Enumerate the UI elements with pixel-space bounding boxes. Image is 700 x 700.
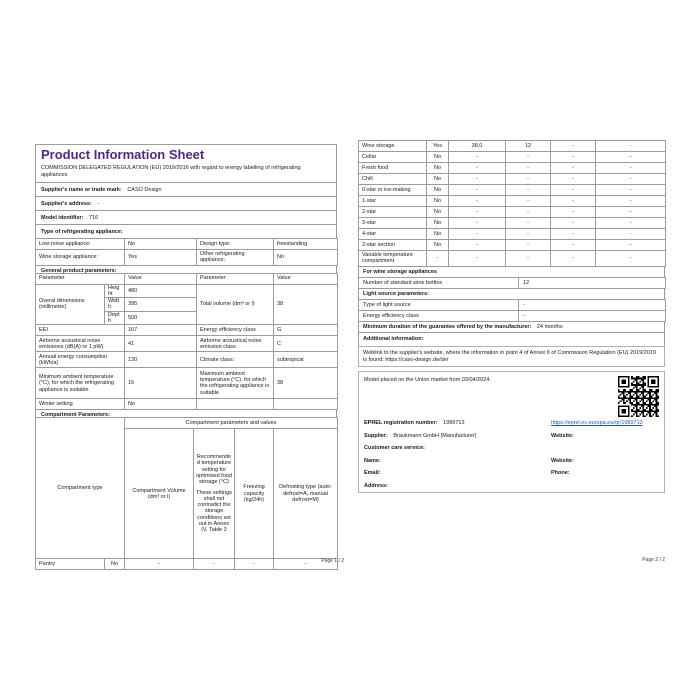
cell: - xyxy=(449,174,506,185)
cell: 12 xyxy=(519,277,666,288)
table-header-row xyxy=(36,418,338,429)
cell: 12 xyxy=(506,141,551,152)
cell: 500 xyxy=(125,311,197,325)
cell: - xyxy=(596,240,666,251)
cell: No xyxy=(427,152,449,163)
cell: - xyxy=(235,559,274,570)
table-row xyxy=(36,284,338,298)
span-header-cell: Compartment parameters and values xyxy=(125,418,338,429)
page2-footer: Page 2 / 2 xyxy=(642,557,665,563)
cell: C xyxy=(274,336,338,352)
type-section-header xyxy=(35,224,337,239)
cell: - xyxy=(551,251,596,267)
cell: 0-star or ice-making xyxy=(359,185,427,196)
cell: - xyxy=(506,240,551,251)
cell: No xyxy=(427,240,449,251)
cell: No xyxy=(105,559,125,570)
cell: - xyxy=(551,185,596,196)
cell: - xyxy=(506,185,551,196)
cell xyxy=(274,399,338,410)
table-row xyxy=(36,325,338,336)
light-source-section-header: Light source parameters: xyxy=(358,288,665,300)
defrost-header-cell: Defrosting type (auto-defrost=A, manual defrost=M) xyxy=(274,429,338,559)
supplier-address-row xyxy=(35,196,337,211)
cell: - xyxy=(506,174,551,185)
cell: - xyxy=(427,251,449,267)
cell: Value xyxy=(274,273,338,284)
cell: Airborne acoustical noise emission class xyxy=(197,336,274,352)
cell: - xyxy=(551,152,596,163)
cell: - xyxy=(596,229,666,240)
cell: G xyxy=(274,325,338,336)
cell: Winter setting xyxy=(36,399,125,410)
email-label: Email: xyxy=(364,469,381,476)
cell: - xyxy=(551,196,596,207)
table-row xyxy=(359,163,666,174)
supplier-address-value: - xyxy=(97,201,100,207)
cell: - xyxy=(596,141,666,152)
cell: No xyxy=(427,185,449,196)
cell: - xyxy=(551,229,596,240)
supplier-name-row xyxy=(35,182,337,197)
cell: - xyxy=(519,311,666,322)
cell: - xyxy=(449,240,506,251)
model-identifier-label: Model identifier: xyxy=(41,215,84,221)
cell: 38 xyxy=(274,368,338,399)
customer-care-line xyxy=(364,445,659,453)
cell: - xyxy=(596,218,666,229)
cell: - xyxy=(506,251,551,267)
model-identifier-value: 716 xyxy=(89,215,99,221)
cell: - xyxy=(596,163,666,174)
cell: Airborne acoustical noise emissions (dB(A) re 1 pW) xyxy=(36,336,125,352)
cell: No xyxy=(427,163,449,174)
general-section-header-label: General product parameters: xyxy=(41,267,117,274)
cell: - xyxy=(551,207,596,218)
compartment-type-header-cell: Compartment type xyxy=(36,418,125,559)
cell: 480 xyxy=(125,284,197,298)
website-label: Website: xyxy=(551,432,574,439)
cell: - xyxy=(449,218,506,229)
cell: Parameter xyxy=(36,273,125,284)
cell: Climate class: xyxy=(197,352,274,368)
table-row xyxy=(359,196,666,207)
supplier-address-label: Supplier's address: xyxy=(41,201,92,207)
cell: - xyxy=(596,152,666,163)
cell: - xyxy=(506,207,551,218)
cell: No xyxy=(125,239,197,250)
cell: - xyxy=(274,559,338,570)
cell: - xyxy=(449,163,506,174)
table-row xyxy=(359,218,666,229)
table-row xyxy=(359,141,666,152)
title-block xyxy=(35,144,337,183)
supplier-name-value: CASO Design xyxy=(127,187,162,193)
cell: freestanding xyxy=(274,239,338,250)
guarantee-value: 24 months xyxy=(536,324,563,331)
cell: Wine storage appliance: xyxy=(36,250,125,266)
name-label: Name: xyxy=(364,457,381,464)
freezing-header-cell: Freezing capacity (kg/24h) xyxy=(235,429,274,559)
table-row xyxy=(36,239,338,250)
table-row xyxy=(36,352,338,368)
address-line xyxy=(364,483,659,491)
wine-storage-section-header: For wine storage appliances xyxy=(358,266,665,278)
cell: Yes xyxy=(427,141,449,152)
cell xyxy=(197,399,274,410)
page1-footer: Page 1 / 2 xyxy=(321,558,344,564)
page-title: Product Information Sheet xyxy=(41,147,205,162)
dimensions-label-cell: Overal dimensions (millimetre) xyxy=(36,284,105,325)
cell: - xyxy=(596,185,666,196)
cell: - xyxy=(506,196,551,207)
cell: 2-star xyxy=(359,207,427,218)
cell: - xyxy=(449,152,506,163)
cell: No xyxy=(427,196,449,207)
table-row xyxy=(359,300,666,311)
cell: 41 xyxy=(125,336,197,352)
supplier-name-label: Supplier's name or trade mark: xyxy=(41,187,122,193)
qr-code xyxy=(618,376,659,417)
cell: Depth xyxy=(105,311,125,325)
cell: No xyxy=(427,207,449,218)
cell: - xyxy=(551,240,596,251)
cell: 38,0 xyxy=(449,141,506,152)
table-row xyxy=(359,277,666,288)
guarantee-label: Minimum duration of the guarantee offered by the manufacturer: xyxy=(363,324,532,331)
cell: Height xyxy=(105,284,125,298)
cell: - xyxy=(506,229,551,240)
cell: Annual energy consumption (kWh/a) xyxy=(36,352,125,368)
regulation-subtitle: COMMISSION DELEGATED REGULATION (EU) 2019/2016 with regard to energy labelling of refrigerating appliances xyxy=(41,165,301,178)
cell: - xyxy=(596,174,666,185)
total-volume-value-cell: 38 xyxy=(274,284,338,325)
supplier-line xyxy=(364,433,659,441)
cell: Maximum ambient temperature (°C), for which the refrigerating appliance is suitable xyxy=(197,368,274,399)
supplier-label: Supplier: xyxy=(364,432,388,439)
cell: Minimum ambient temperature (°C), for which the refrigerating appliance is suitable xyxy=(36,368,125,399)
cell: Energy efficiency class xyxy=(197,325,274,336)
table-row xyxy=(36,368,338,399)
cell: - xyxy=(519,300,666,311)
cell: No xyxy=(427,218,449,229)
cell: Chill xyxy=(359,174,427,185)
cell: 1-star xyxy=(359,196,427,207)
compartment-table-continued xyxy=(358,140,666,267)
cell: - xyxy=(596,251,666,267)
cell: Type of light source xyxy=(359,300,519,311)
cell: Low-noise appliance: xyxy=(36,239,125,250)
cell: EEI xyxy=(36,325,125,336)
cell: - xyxy=(449,207,506,218)
cell: Value xyxy=(125,273,197,284)
cell: Parameter xyxy=(197,273,274,284)
temp-header-text: Recommended temperature setting for optimised food storage (°C) xyxy=(196,454,232,486)
address-label: Address: xyxy=(364,482,388,489)
table-row xyxy=(359,251,666,267)
page-2 xyxy=(358,140,665,563)
cell: - xyxy=(596,207,666,218)
table-header-row xyxy=(36,273,338,284)
table-row xyxy=(359,152,666,163)
cell: - xyxy=(551,174,596,185)
cell: Design type: xyxy=(197,239,274,250)
cell: - xyxy=(596,196,666,207)
cell: Width xyxy=(105,298,125,312)
compartment-section-header-label: Compartment Parameters: xyxy=(41,412,111,419)
cell: Other refrigerating appliance: xyxy=(197,250,274,266)
cell: No xyxy=(427,174,449,185)
page-1 xyxy=(35,144,344,570)
eprel-qr-link[interactable]: https://eprel.ec.europa.eu/qr/1989713 xyxy=(551,419,643,426)
cell: 2-star section xyxy=(359,240,427,251)
cell: No xyxy=(125,399,197,410)
cell: Pantry xyxy=(36,559,105,570)
cell: 167 xyxy=(125,325,197,336)
market-placement-text: Model placed on the Union market from 03/04/2024. xyxy=(364,376,491,383)
cell: - xyxy=(449,229,506,240)
cell: No xyxy=(427,229,449,240)
eprel-value: 1989713 xyxy=(443,419,465,426)
cell: - xyxy=(194,559,235,570)
cell: 395 xyxy=(125,298,197,312)
cell: 130 xyxy=(125,352,197,368)
name-line xyxy=(364,458,659,466)
temp-header-note: These settings shall not contradict the storage conditions set out in Annex IV, Table 3 xyxy=(196,489,232,534)
light-source-table xyxy=(358,299,666,322)
cell: 3-star xyxy=(359,218,427,229)
cell: Yes xyxy=(125,250,197,266)
cell: - xyxy=(506,152,551,163)
cell: Cellar xyxy=(359,152,427,163)
eprel-label: EPREL registration number: xyxy=(364,419,438,426)
table-row xyxy=(36,336,338,352)
type-section-header-label: Type of refrigerating appliance: xyxy=(41,229,123,235)
cell: Wine storage xyxy=(359,141,427,152)
cell: - xyxy=(551,163,596,174)
cell: - xyxy=(125,559,194,570)
cell: - xyxy=(551,218,596,229)
weblink-box xyxy=(358,346,665,367)
cell: - xyxy=(449,196,506,207)
cell: No xyxy=(274,250,338,266)
table-row xyxy=(359,174,666,185)
temp-header-cell xyxy=(194,429,235,559)
cell: - xyxy=(506,163,551,174)
additional-info-header: Additional information: xyxy=(358,332,665,346)
customer-care-label: Customer care service: xyxy=(364,444,425,451)
model-market-box xyxy=(358,371,665,493)
cell: Number of standard wine bottles xyxy=(359,277,519,288)
general-parameters-table xyxy=(35,273,338,411)
cell: 4-star xyxy=(359,229,427,240)
table-row xyxy=(359,185,666,196)
table-row xyxy=(359,240,666,251)
cell: Variable temperature compartment xyxy=(359,251,427,267)
table-row xyxy=(36,250,338,266)
phone-label: Phone: xyxy=(551,469,570,476)
table-row xyxy=(36,399,338,410)
eprel-line xyxy=(364,420,659,428)
cell: subtropical xyxy=(274,352,338,368)
table-row xyxy=(359,311,666,322)
volume-header-cell: Compartment Volume (dm³ or l) xyxy=(125,429,194,559)
total-volume-label-cell: Total volume (dm³ or l) xyxy=(197,284,274,325)
table-row xyxy=(359,207,666,218)
compartment-table xyxy=(35,417,338,570)
cell: 16 xyxy=(125,368,197,399)
cell: - xyxy=(506,218,551,229)
supplier-value: Braukmann GmbH (Manufacturer) xyxy=(393,432,477,439)
email-line xyxy=(364,470,659,478)
appliance-type-table xyxy=(35,238,338,266)
weblink-text: Weblink to the supplier's website, where the information in point 4 of Annex II of Commission Regulation (EU) 2019/2019 is found: https://caso-design.de/de/ xyxy=(363,349,656,363)
cell: - xyxy=(449,185,506,196)
cell: Fresh food xyxy=(359,163,427,174)
cell: - xyxy=(449,251,506,267)
model-identifier-row xyxy=(35,210,337,225)
website2-label: Website: xyxy=(551,457,574,464)
table-row xyxy=(359,229,666,240)
cell: - xyxy=(551,141,596,152)
cell: Energy efficiency class xyxy=(359,311,519,322)
